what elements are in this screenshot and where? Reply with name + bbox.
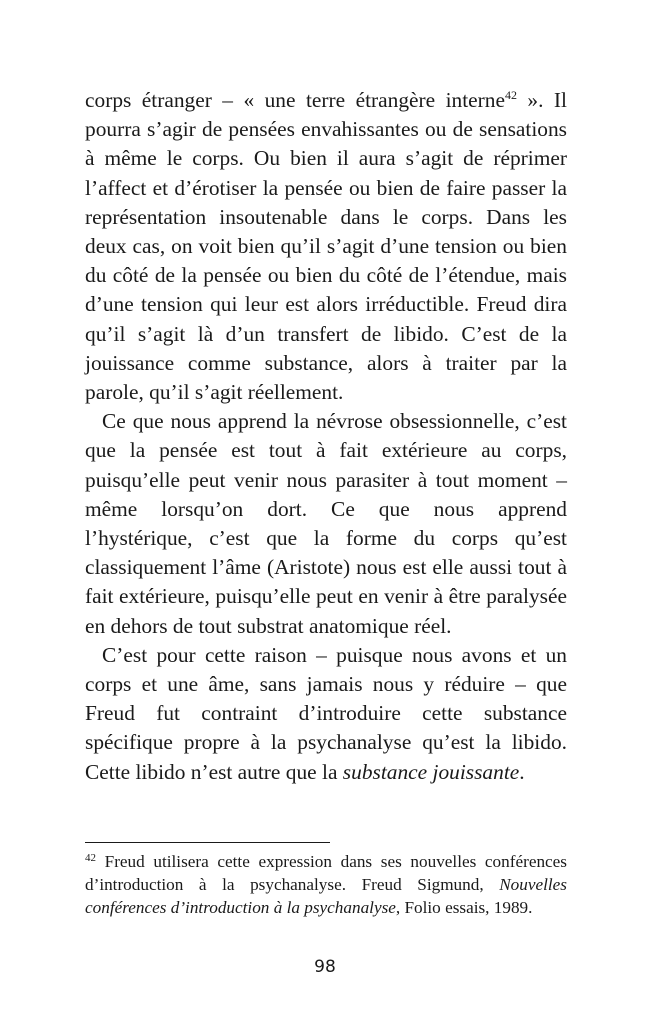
footnote — [85, 851, 567, 919]
paragraph-1-continuation: ». Il pourra s’agir de pensées envahissantes ou de sensations à même le corps. Ou bien il aura s’agit de réprimer l’affect et d’érotiser la pensée ou bien de faire passer la représentation insoutenable dans le corps. Dans les deux cas, on voit bien qu’il s’agit d’une tension ou bien du côté de la pensée ou bien du côté de l’étendue, mais d’une tension qui leur est alors irréductible. Freud dira qu’il s’agit là d’un transfert de libido. C’est de la jouissance comme substance, alors à traiter par la parole, qu’il s’agit réellement. — [85, 88, 567, 405]
footnote-text: Freud utilisera cette expression dans ses nouvelles conférences d’introduction à la psychanalyse. Freud Sigmund, — [85, 852, 567, 894]
paragraph-2: Ce que nous apprend la névrose obsessionnelle, c’est que la pensée est tout à fait extérieure au corps, puisqu’elle peut venir nous parasiter à tout moment – même lorsqu’on dort. Ce que nous apprend l’hystérique, c’est que la forme du corps qu’est classiquement l’âme (Aristote) nous est elle aussi tout à fait extérieure, puisqu’elle peut en venir à être paralysée en dehors de tout substrat anatomique réel. — [85, 409, 567, 638]
footnote-marker: 42 — [85, 852, 96, 864]
emphasis-text: substance jouissante — [342, 759, 520, 784]
paragraph-3-end: . — [519, 759, 525, 784]
footnote-text-end: , Folio essais, 1989. — [395, 897, 533, 917]
footnote-separator — [85, 842, 330, 843]
paragraph-3 — [85, 641, 567, 787]
main-text — [85, 86, 567, 787]
paragraph-1 — [85, 86, 567, 407]
paragraph-3-text: C’est pour cette raison – puisque nous avons et un corps et une âme, sans jamais nous y réduire – que Freud fut contraint d’introduire cette substance spécifique propre à la psychanalyse qu’est la libido. Cette libido n’est autre que la — [85, 642, 567, 784]
paragraph-1-text: corps étranger – « une terre étrangère interne — [85, 88, 505, 112]
footnote-book-title: Nouvelles conférences d’introduction à la psychanalyse — [85, 874, 567, 917]
page-number: 98 — [314, 957, 336, 977]
footnote-reference[interactable]: 42 — [504, 88, 517, 102]
